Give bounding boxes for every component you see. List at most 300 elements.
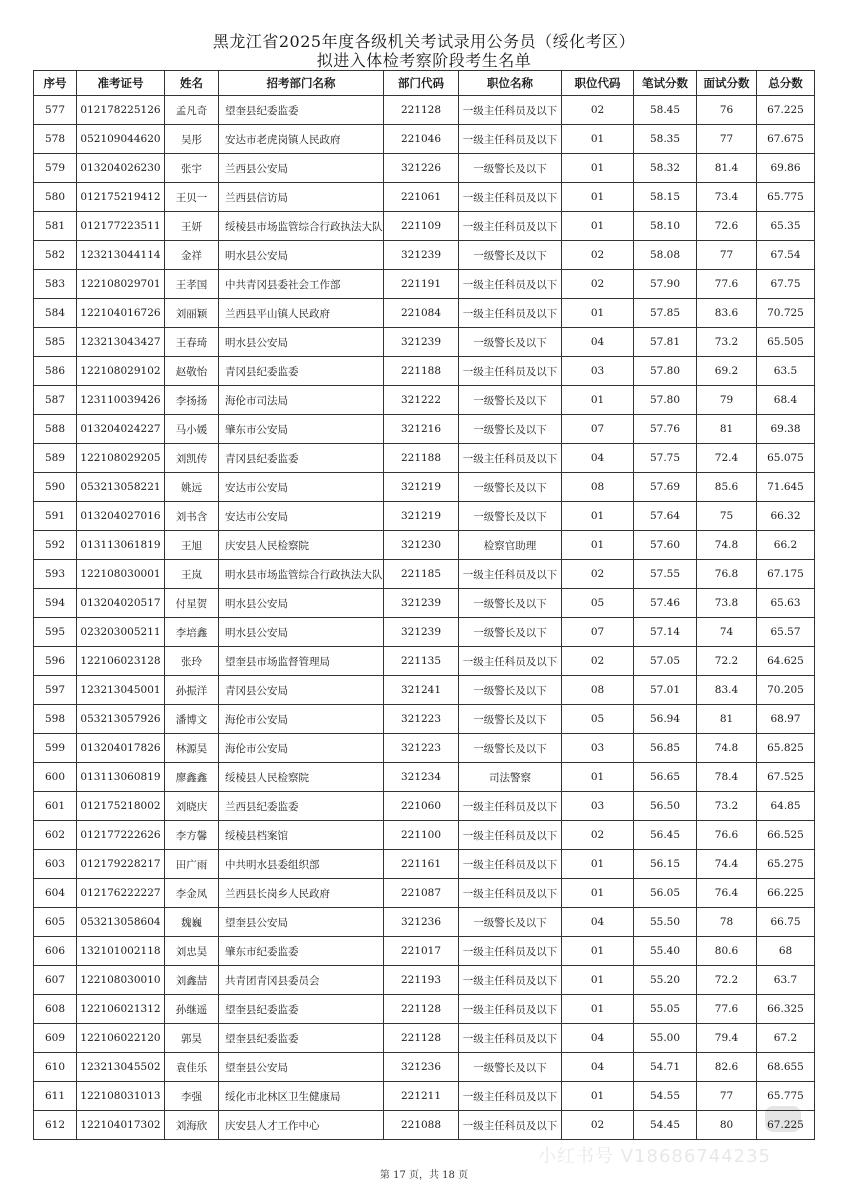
cell-position-code: 01 <box>562 879 634 908</box>
cell-interview-score: 80 <box>697 1111 757 1140</box>
table-row <box>34 241 815 270</box>
cell-position: 一级主任科员及以下 <box>459 937 562 966</box>
table-row <box>34 966 815 995</box>
cell-exam-id: 132101002118 <box>77 937 165 966</box>
cell-interview-score: 74.8 <box>697 734 757 763</box>
cell-seq-no: 594 <box>34 589 77 618</box>
cell-name: 王旭 <box>165 531 219 560</box>
cell-interview-score: 81 <box>697 415 757 444</box>
cell-position: 一级主任科员及以下 <box>459 995 562 1024</box>
cell-position-code: 01 <box>562 531 634 560</box>
cell-position: 一级主任科员及以下 <box>459 125 562 154</box>
table-row <box>34 1082 815 1111</box>
cell-exam-id: 013204017826 <box>77 734 165 763</box>
cell-total-score: 66.225 <box>757 879 815 908</box>
cell-dept-code: 221161 <box>384 850 459 879</box>
cell-position-code: 01 <box>562 154 634 183</box>
cell-exam-id: 122106021312 <box>77 995 165 1024</box>
cell-interview-score: 80.6 <box>697 937 757 966</box>
cell-department: 安达市公安局 <box>219 502 384 531</box>
cell-position-code: 01 <box>562 502 634 531</box>
cell-department: 绥棱县人民检察院 <box>219 763 384 792</box>
cell-interview-score: 74 <box>697 618 757 647</box>
cell-position: 一级警长及以下 <box>459 589 562 618</box>
table-row <box>34 705 815 734</box>
cell-exam-id: 123213045001 <box>77 676 165 705</box>
cell-interview-score: 81.4 <box>697 154 757 183</box>
cell-interview-score: 77.6 <box>697 995 757 1024</box>
candidate-table <box>33 70 815 1140</box>
cell-written-score: 56.85 <box>634 734 697 763</box>
cell-dept-code: 221188 <box>384 444 459 473</box>
cell-dept-code: 221211 <box>384 1082 459 1111</box>
cell-seq-no: 609 <box>34 1024 77 1053</box>
cell-exam-id: 013204024227 <box>77 415 165 444</box>
cell-department: 庆安县人民检察院 <box>219 531 384 560</box>
cell-interview-score: 78 <box>697 908 757 937</box>
cell-dept-code: 221128 <box>384 96 459 125</box>
cell-position: 一级警长及以下 <box>459 1053 562 1082</box>
header-dept-code: 部门代码 <box>384 71 459 96</box>
cell-department: 庆安县人才工作中心 <box>219 1111 384 1140</box>
cell-position: 一级警长及以下 <box>459 386 562 415</box>
table-row <box>34 763 815 792</box>
cell-exam-id: 122108030010 <box>77 966 165 995</box>
cell-exam-id: 122104017302 <box>77 1111 165 1140</box>
page-footer: 第 17 页，共 18 页 <box>379 1170 469 1181</box>
cell-interview-score: 75 <box>697 502 757 531</box>
cell-total-score: 67.225 <box>757 96 815 125</box>
cell-department: 肇东市纪委监委 <box>219 937 384 966</box>
cell-total-score: 68 <box>757 937 815 966</box>
cell-exam-id: 122108029701 <box>77 270 165 299</box>
cell-department: 中共明水县委组织部 <box>219 850 384 879</box>
cell-dept-code: 221087 <box>384 879 459 908</box>
cell-department: 海伦市公安局 <box>219 734 384 763</box>
cell-seq-no: 577 <box>34 96 77 125</box>
cell-dept-code: 221046 <box>384 125 459 154</box>
cell-total-score: 67.675 <box>757 125 815 154</box>
document-subtitle: 拟进入体检考察阶段考生名单 <box>316 51 532 70</box>
table-row <box>34 154 815 183</box>
cell-dept-code: 321219 <box>384 502 459 531</box>
cell-name: 林源昊 <box>165 734 219 763</box>
cell-position-code: 01 <box>562 125 634 154</box>
cell-position: 一级主任科员及以下 <box>459 821 562 850</box>
cell-total-score: 65.505 <box>757 328 815 357</box>
cell-seq-no: 591 <box>34 502 77 531</box>
cell-dept-code: 321230 <box>384 531 459 560</box>
cell-name: 刘凯传 <box>165 444 219 473</box>
cell-position-code: 07 <box>562 618 634 647</box>
cell-seq-no: 608 <box>34 995 77 1024</box>
cell-dept-code: 321241 <box>384 676 459 705</box>
cell-exam-id: 013204020517 <box>77 589 165 618</box>
cell-exam-id: 012175219412 <box>77 183 165 212</box>
cell-total-score: 66.2 <box>757 531 815 560</box>
cell-written-score: 54.55 <box>634 1082 697 1111</box>
cell-department: 海伦市司法局 <box>219 386 384 415</box>
cell-position: 一级警长及以下 <box>459 502 562 531</box>
table-row <box>34 995 815 1024</box>
cell-name: 李金凤 <box>165 879 219 908</box>
cell-written-score: 58.10 <box>634 212 697 241</box>
cell-position: 一级警长及以下 <box>459 328 562 357</box>
cell-dept-code: 221128 <box>384 1024 459 1053</box>
cell-interview-score: 76.4 <box>697 879 757 908</box>
cell-position: 司法警察 <box>459 763 562 792</box>
cell-position-code: 05 <box>562 705 634 734</box>
cell-interview-score: 73.4 <box>697 183 757 212</box>
cell-dept-code: 221135 <box>384 647 459 676</box>
cell-total-score: 64.85 <box>757 792 815 821</box>
header-position: 职位名称 <box>459 71 562 96</box>
cell-seq-no: 590 <box>34 473 77 502</box>
cell-exam-id: 013113061819 <box>77 531 165 560</box>
cell-name: 吴彤 <box>165 125 219 154</box>
cell-dept-code: 321236 <box>384 908 459 937</box>
cell-written-score: 57.76 <box>634 415 697 444</box>
cell-written-score: 56.65 <box>634 763 697 792</box>
cell-dept-code: 221061 <box>384 183 459 212</box>
cell-name: 王孝国 <box>165 270 219 299</box>
cell-department: 海伦市公安局 <box>219 705 384 734</box>
cell-department: 安达市老虎岗镇人民政府 <box>219 125 384 154</box>
cell-written-score: 57.46 <box>634 589 697 618</box>
cell-exam-id: 012178225126 <box>77 96 165 125</box>
cell-position-code: 01 <box>562 183 634 212</box>
cell-seq-no: 610 <box>34 1053 77 1082</box>
cell-interview-score: 72.2 <box>697 966 757 995</box>
watermark: 小红书号 V18686744235 <box>538 1146 772 1167</box>
cell-seq-no: 581 <box>34 212 77 241</box>
cell-written-score: 58.08 <box>634 241 697 270</box>
cell-interview-score: 73.2 <box>697 328 757 357</box>
cell-total-score: 65.775 <box>757 183 815 212</box>
cell-department: 兰西县平山镇人民政府 <box>219 299 384 328</box>
cell-written-score: 57.80 <box>634 357 697 386</box>
cell-department: 望奎县纪委监委 <box>219 1024 384 1053</box>
cell-seq-no: 602 <box>34 821 77 850</box>
cell-total-score: 65.63 <box>757 589 815 618</box>
header-interview-score: 面试分数 <box>697 71 757 96</box>
table-row <box>34 908 815 937</box>
cell-dept-code: 321223 <box>384 734 459 763</box>
cell-exam-id: 123213045502 <box>77 1053 165 1082</box>
cell-name: 王贝一 <box>165 183 219 212</box>
cell-position: 一级警长及以下 <box>459 473 562 502</box>
cell-written-score: 56.94 <box>634 705 697 734</box>
cell-seq-no: 611 <box>34 1082 77 1111</box>
cell-written-score: 57.05 <box>634 647 697 676</box>
cell-total-score: 65.825 <box>757 734 815 763</box>
cell-name: 刘海欣 <box>165 1111 219 1140</box>
header-department: 招考部门名称 <box>219 71 384 96</box>
cell-exam-id: 122104016726 <box>77 299 165 328</box>
cell-position: 一级警长及以下 <box>459 154 562 183</box>
table-row <box>34 560 815 589</box>
cell-dept-code: 321219 <box>384 473 459 502</box>
cell-seq-no: 578 <box>34 125 77 154</box>
cell-total-score: 66.325 <box>757 995 815 1024</box>
table-row <box>34 96 815 125</box>
cell-seq-no: 604 <box>34 879 77 908</box>
cell-total-score: 63.7 <box>757 966 815 995</box>
table-body <box>34 96 815 1140</box>
cell-position: 一级主任科员及以下 <box>459 299 562 328</box>
cell-department: 安达市公安局 <box>219 473 384 502</box>
header-exam-id: 准考证号 <box>77 71 165 96</box>
cell-dept-code: 221088 <box>384 1111 459 1140</box>
cell-interview-score: 79 <box>697 386 757 415</box>
cell-position: 一级主任科员及以下 <box>459 357 562 386</box>
table-row <box>34 647 815 676</box>
cell-total-score: 65.57 <box>757 618 815 647</box>
cell-exam-id: 122108031013 <box>77 1082 165 1111</box>
header-written-score: 笔试分数 <box>634 71 697 96</box>
cell-name: 魏巍 <box>165 908 219 937</box>
cell-interview-score: 73.8 <box>697 589 757 618</box>
cell-seq-no: 587 <box>34 386 77 415</box>
cell-total-score: 69.38 <box>757 415 815 444</box>
cell-exam-id: 122108030001 <box>77 560 165 589</box>
table-row <box>34 589 815 618</box>
cell-total-score: 65.35 <box>757 212 815 241</box>
cell-interview-score: 82.6 <box>697 1053 757 1082</box>
table-row <box>34 125 815 154</box>
cell-written-score: 55.05 <box>634 995 697 1024</box>
cell-interview-score: 79.4 <box>697 1024 757 1053</box>
cell-dept-code: 221060 <box>384 792 459 821</box>
cell-name: 孙继遥 <box>165 995 219 1024</box>
cell-interview-score: 72.2 <box>697 647 757 676</box>
cell-seq-no: 593 <box>34 560 77 589</box>
cell-position-code: 02 <box>562 96 634 125</box>
cell-name: 刘鑫喆 <box>165 966 219 995</box>
cell-interview-score: 72.6 <box>697 212 757 241</box>
cell-interview-score: 74.4 <box>697 850 757 879</box>
cell-department: 望奎县纪委监委 <box>219 995 384 1024</box>
cell-seq-no: 600 <box>34 763 77 792</box>
header-position-code: 职位代码 <box>562 71 634 96</box>
cell-seq-no: 598 <box>34 705 77 734</box>
table-row <box>34 821 815 850</box>
cell-position-code: 01 <box>562 850 634 879</box>
cell-department: 绥化市北林区卫生健康局 <box>219 1082 384 1111</box>
cell-written-score: 57.55 <box>634 560 697 589</box>
cell-name: 刘书含 <box>165 502 219 531</box>
cell-exam-id: 023203005211 <box>77 618 165 647</box>
cell-position: 一级主任科员及以下 <box>459 879 562 908</box>
cell-dept-code: 321239 <box>384 328 459 357</box>
cell-written-score: 58.15 <box>634 183 697 212</box>
table-header-row <box>34 71 815 96</box>
cell-name: 姚远 <box>165 473 219 502</box>
cell-position: 一级警长及以下 <box>459 908 562 937</box>
cell-name: 孙振洋 <box>165 676 219 705</box>
cell-interview-score: 69.2 <box>697 357 757 386</box>
header-seq-no: 序号 <box>34 71 77 96</box>
cell-name: 李强 <box>165 1082 219 1111</box>
cell-written-score: 57.69 <box>634 473 697 502</box>
cell-interview-score: 81 <box>697 705 757 734</box>
cell-written-score: 55.50 <box>634 908 697 937</box>
cell-position-code: 01 <box>562 966 634 995</box>
cell-dept-code: 221017 <box>384 937 459 966</box>
cell-name: 田广雨 <box>165 850 219 879</box>
cell-total-score: 65.075 <box>757 444 815 473</box>
cell-position-code: 02 <box>562 270 634 299</box>
cell-dept-code: 221193 <box>384 966 459 995</box>
cell-position: 一级主任科员及以下 <box>459 560 562 589</box>
cell-interview-score: 76.6 <box>697 821 757 850</box>
cell-position: 一级警长及以下 <box>459 705 562 734</box>
cell-total-score: 65.275 <box>757 850 815 879</box>
cell-position-code: 01 <box>562 386 634 415</box>
cell-exam-id: 123213044114 <box>77 241 165 270</box>
cell-interview-score: 77 <box>697 1082 757 1111</box>
cell-seq-no: 582 <box>34 241 77 270</box>
cell-seq-no: 601 <box>34 792 77 821</box>
cell-name: 李扬扬 <box>165 386 219 415</box>
cell-dept-code: 221191 <box>384 270 459 299</box>
cell-position-code: 08 <box>562 473 634 502</box>
cell-position: 一级主任科员及以下 <box>459 183 562 212</box>
table-row <box>34 792 815 821</box>
cell-department: 兰西县信访局 <box>219 183 384 212</box>
cell-total-score: 63.5 <box>757 357 815 386</box>
cell-written-score: 58.35 <box>634 125 697 154</box>
cell-name: 张宇 <box>165 154 219 183</box>
cell-position: 检察官助理 <box>459 531 562 560</box>
cell-exam-id: 053213057926 <box>77 705 165 734</box>
table-row <box>34 734 815 763</box>
cell-position-code: 01 <box>562 995 634 1024</box>
cell-department: 望奎县市场监督管理局 <box>219 647 384 676</box>
cell-position-code: 02 <box>562 647 634 676</box>
cell-position-code: 04 <box>562 908 634 937</box>
cell-total-score: 67.225 <box>757 1111 815 1140</box>
cell-exam-id: 013113060819 <box>77 763 165 792</box>
cell-seq-no: 579 <box>34 154 77 183</box>
cell-position: 一级警长及以下 <box>459 618 562 647</box>
cell-position-code: 04 <box>562 444 634 473</box>
cell-written-score: 55.40 <box>634 937 697 966</box>
cell-written-score: 57.14 <box>634 618 697 647</box>
cell-position-code: 02 <box>562 241 634 270</box>
cell-dept-code: 321234 <box>384 763 459 792</box>
cell-seq-no: 603 <box>34 850 77 879</box>
cell-seq-no: 596 <box>34 647 77 676</box>
cell-total-score: 67.525 <box>757 763 815 792</box>
cell-department: 中共青冈县委社会工作部 <box>219 270 384 299</box>
table-row <box>34 676 815 705</box>
cell-exam-id: 012177223511 <box>77 212 165 241</box>
table-row <box>34 473 815 502</box>
table-row <box>34 386 815 415</box>
cell-written-score: 54.71 <box>634 1053 697 1082</box>
cell-name: 王春琦 <box>165 328 219 357</box>
table-row <box>34 937 815 966</box>
cell-total-score: 70.205 <box>757 676 815 705</box>
cell-interview-score: 85.6 <box>697 473 757 502</box>
cell-seq-no: 585 <box>34 328 77 357</box>
cell-department: 兰西县公安局 <box>219 154 384 183</box>
cell-department: 望奎县公安局 <box>219 908 384 937</box>
cell-interview-score: 74.8 <box>697 531 757 560</box>
cell-exam-id: 122106022120 <box>77 1024 165 1053</box>
cell-position: 一级主任科员及以下 <box>459 850 562 879</box>
cell-dept-code: 321239 <box>384 241 459 270</box>
cell-total-score: 64.625 <box>757 647 815 676</box>
cell-dept-code: 221185 <box>384 560 459 589</box>
cell-position-code: 01 <box>562 212 634 241</box>
cell-dept-code: 321226 <box>384 154 459 183</box>
cell-exam-id: 123213043427 <box>77 328 165 357</box>
cell-dept-code: 221188 <box>384 357 459 386</box>
cell-total-score: 65.775 <box>757 1082 815 1111</box>
cell-dept-code: 221100 <box>384 821 459 850</box>
cell-seq-no: 584 <box>34 299 77 328</box>
table-row <box>34 1053 815 1082</box>
cell-name: 刘晓庆 <box>165 792 219 821</box>
cell-name: 王妍 <box>165 212 219 241</box>
table-row <box>34 531 815 560</box>
cell-department: 绥棱县档案馆 <box>219 821 384 850</box>
cell-interview-score: 76.8 <box>697 560 757 589</box>
cell-department: 明水县公安局 <box>219 589 384 618</box>
cell-total-score: 67.175 <box>757 560 815 589</box>
cell-written-score: 56.50 <box>634 792 697 821</box>
cell-dept-code: 221109 <box>384 212 459 241</box>
cell-position-code: 03 <box>562 734 634 763</box>
cell-position: 一级主任科员及以下 <box>459 966 562 995</box>
cell-department: 明水县公安局 <box>219 241 384 270</box>
cell-written-score: 57.85 <box>634 299 697 328</box>
cell-written-score: 55.00 <box>634 1024 697 1053</box>
cell-total-score: 70.725 <box>757 299 815 328</box>
cell-written-score: 57.81 <box>634 328 697 357</box>
cell-position-code: 05 <box>562 589 634 618</box>
cell-position-code: 01 <box>562 763 634 792</box>
cell-total-score: 68.97 <box>757 705 815 734</box>
table-row <box>34 415 815 444</box>
cell-seq-no: 589 <box>34 444 77 473</box>
cell-interview-score: 76 <box>697 96 757 125</box>
cell-position: 一级主任科员及以下 <box>459 270 562 299</box>
table-row <box>34 183 815 212</box>
cell-seq-no: 599 <box>34 734 77 763</box>
cell-name: 马小媛 <box>165 415 219 444</box>
cell-department: 青冈县公安局 <box>219 676 384 705</box>
cell-name: 刘丽颖 <box>165 299 219 328</box>
cell-exam-id: 053213058604 <box>77 908 165 937</box>
header-name: 姓名 <box>165 71 219 96</box>
cell-position-code: 07 <box>562 415 634 444</box>
cell-exam-id: 012175218002 <box>77 792 165 821</box>
table-row <box>34 299 815 328</box>
table-row <box>34 270 815 299</box>
cell-name: 王岚 <box>165 560 219 589</box>
cell-name: 孟凡奇 <box>165 96 219 125</box>
cell-written-score: 55.20 <box>634 966 697 995</box>
cell-dept-code: 221128 <box>384 995 459 1024</box>
cell-exam-id: 053213058221 <box>77 473 165 502</box>
cell-written-score: 56.05 <box>634 879 697 908</box>
table-row <box>34 357 815 386</box>
cell-seq-no: 592 <box>34 531 77 560</box>
cell-total-score: 66.75 <box>757 908 815 937</box>
